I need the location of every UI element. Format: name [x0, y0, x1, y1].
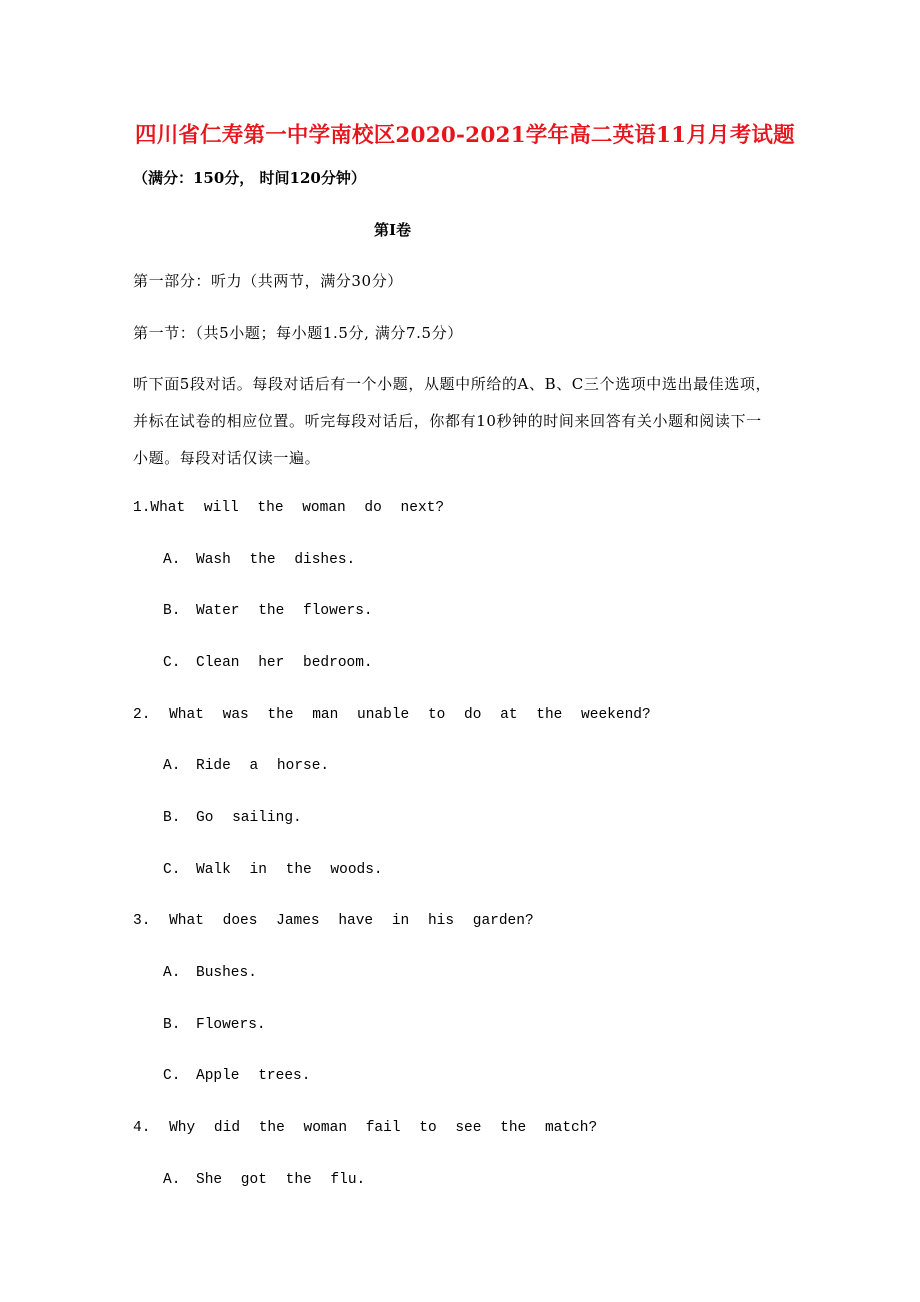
- option-text: Walk in the woods.: [196, 862, 383, 878]
- option-text: She got the flu.: [196, 1172, 366, 1188]
- option-letter: A.: [163, 552, 181, 568]
- option-letter: B.: [163, 1017, 181, 1033]
- option-text: Bushes.: [196, 965, 257, 981]
- option-letter: B.: [163, 603, 181, 619]
- instruction-line: 听下面5段对话。每段对话后有一个小题，从题中所给的A、B、C三个选项中选出最佳选项，: [133, 375, 772, 393]
- option-letter: C.: [163, 655, 181, 671]
- option-text: Wash the dishes.: [196, 552, 356, 568]
- option-text: Ride a horse.: [196, 758, 330, 774]
- option-text: Clean her bedroom.: [196, 655, 373, 671]
- question-stem: 3. What does James have in his garden?: [133, 913, 534, 929]
- part-heading: 第一部分：听力（共两节，满分30分）: [133, 272, 403, 290]
- option-letter: A.: [163, 965, 181, 981]
- option-letter: A.: [163, 758, 181, 774]
- score-time-info: （满分：150分， 时间120分钟）: [133, 169, 366, 187]
- question-stem: 2. What was the man unable to do at the weekend?: [133, 707, 651, 723]
- volume-heading: 第Ⅰ卷: [374, 221, 412, 239]
- option-letter: B.: [163, 810, 181, 826]
- option-text: Water the flowers.: [196, 603, 373, 619]
- question-stem: 4. Why did the woman fail to see the match?: [133, 1120, 598, 1136]
- instruction-line: 并标在试卷的相应位置。听完每段对话后，你都有10秒钟的时间来回答有关小题和阅读下一: [133, 412, 762, 430]
- option-letter: C.: [163, 862, 181, 878]
- document-title: 四川省仁寿第一中学南校区2020-2021学年高二英语11月月考试题: [135, 123, 795, 148]
- option-text: Go sailing.: [196, 810, 302, 826]
- option-letter: A.: [163, 1172, 181, 1188]
- section-heading: 第一节：（共5小题；每小题1.5分, 满分7.5分）: [133, 324, 463, 342]
- instruction-line: 小题。每段对话仅读一遍。: [133, 449, 321, 467]
- option-text: Apple trees.: [196, 1068, 311, 1084]
- option-letter: C.: [163, 1068, 181, 1084]
- option-text: Flowers.: [196, 1017, 266, 1033]
- question-stem: 1.What will the woman do next?: [133, 500, 445, 516]
